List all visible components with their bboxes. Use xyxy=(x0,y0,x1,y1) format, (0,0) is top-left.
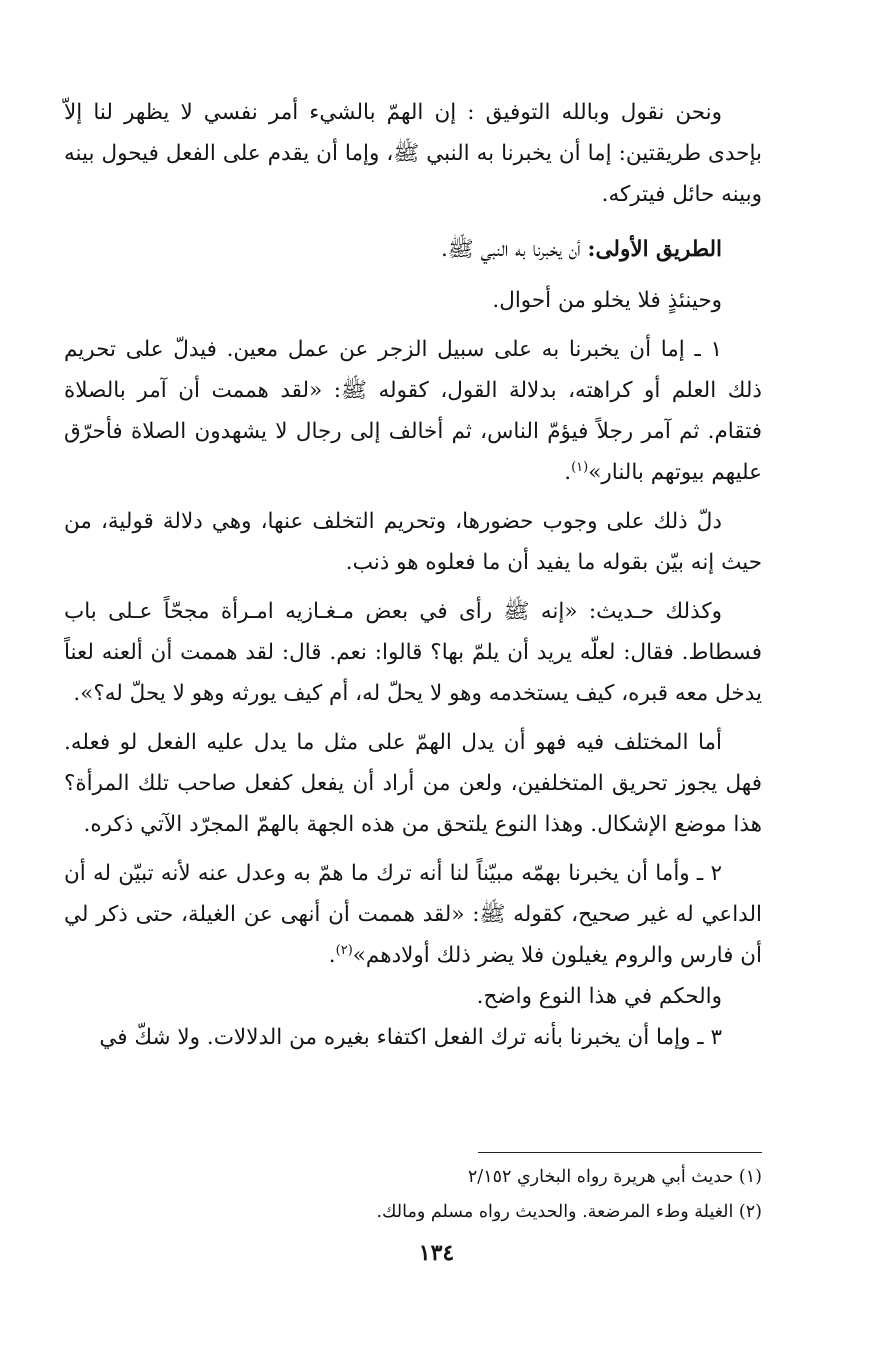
footnote-ref-2[interactable]: (٢) xyxy=(335,942,353,958)
point-one-text: ١ ـ إما أن يخبرنا به على سبيل الزجر عن عمل معين. فيدلّ على تحريم ذلك العلم أو كراهته، بدلالة القول، كقوله ﷺ: «لقد هممت أن آمر بالصلاة فتقام. ثم آمر رجلاً فيؤمّ الناس، ثم أخالف إلى رجال لا يشهدون الصلاة فأحرّق عليهم بيوتهم بالنار» xyxy=(64,337,762,485)
footnote-divider xyxy=(478,1152,762,1153)
disputed-paragraph: أما المختلف فيه فهو أن يدل الهمّ على مثل ما يدل عليه الفعل لو فعله. فهل يجوز تحريق المتخلفين، ولعن من أراد أن يفعل كفعل صاحب تلك المرأة؟ هذا موضع الإشكال. وهذا النوع يلتحق من هذه الجهة بالهمّ المجرّد الآتي ذكره. xyxy=(64,730,762,837)
point-two-paragraph xyxy=(64,853,762,976)
point-one-paragraph xyxy=(64,329,762,493)
indication-paragraph: دلّ ذلك على وجوب حضورها، وتحريم التخلف عنها، وهي دلالة قولية، من حيث إنه بيّن بقوله ما يفيد أن ما فعلوه هو ذنب. xyxy=(64,509,762,575)
page-body xyxy=(64,92,762,1058)
point-two-end: . xyxy=(328,943,336,968)
section-heading xyxy=(64,229,762,270)
section-heading-text: أن يخبرنا به النبي ﷺ. xyxy=(440,237,588,262)
footnotes xyxy=(242,1160,762,1230)
point-one-end: . xyxy=(564,460,572,485)
footnote-2: (٢) الغيلة وطء المرضعة. والحديث رواه مسلم ومالك. xyxy=(376,1202,762,1222)
page-number: ١٣٤ xyxy=(418,1240,455,1266)
intro-paragraph: ونحن نقول وبالله التوفيق : إن الهمّ بالشيء أمر نفسي لا يظهر لنا إلاّ بإحدى طريقتين: إما أن يخبرنا به النبي ﷺ، وإما أن يقدم على الفعل فيحول بينه وبينه حائل فيتركه. xyxy=(64,100,762,207)
footnote-1: (١) حديث أبي هريرة رواه البخاري ٢/١٥٢ xyxy=(467,1167,762,1187)
hadith-paragraph: وكذلك حـديث: «إنه ﷺ رأى في بعض مـغـازيه امـرأة مجحّاً عـلى باب فسطاط. فقال: لعلّه يريد أن يلمّ بها؟ قالوا: نعم. قال: لقد هممت أن ألعنه لعناً يدخل معه قبره، كيف يستخدمه وهو لا يحلّ له، أم كيف يورثه وهو لا يحلّ له؟». xyxy=(64,599,762,706)
ruling-paragraph: والحكم في هذا النوع واضح. xyxy=(476,984,722,1009)
point-two-text: ٢ ـ وأما أن يخبرنا بهمّه مبيّناً لنا أنه ترك ما همّ به وعدل عنه لأنه تبيّن له أن الداعي له غير صحيح، كقوله ﷺ: «لقد هممت أن أنهى عن الغيلة، حتى ذكر لي أن فارس والروم يغيلون فلا يضر ذلك أولادهم» xyxy=(64,861,762,968)
footnote-ref-1[interactable]: (١) xyxy=(571,459,589,475)
section-heading-label: الطريق الأولى: xyxy=(587,237,722,262)
states-paragraph: وحينئذٍ فلا يخلو من أحوال. xyxy=(492,288,722,313)
point-three-paragraph: ٣ ـ وإما أن يخبرنا بأنه ترك الفعل اكتفاء بغيره من الدلالات. ولا شكّ في xyxy=(99,1025,722,1050)
